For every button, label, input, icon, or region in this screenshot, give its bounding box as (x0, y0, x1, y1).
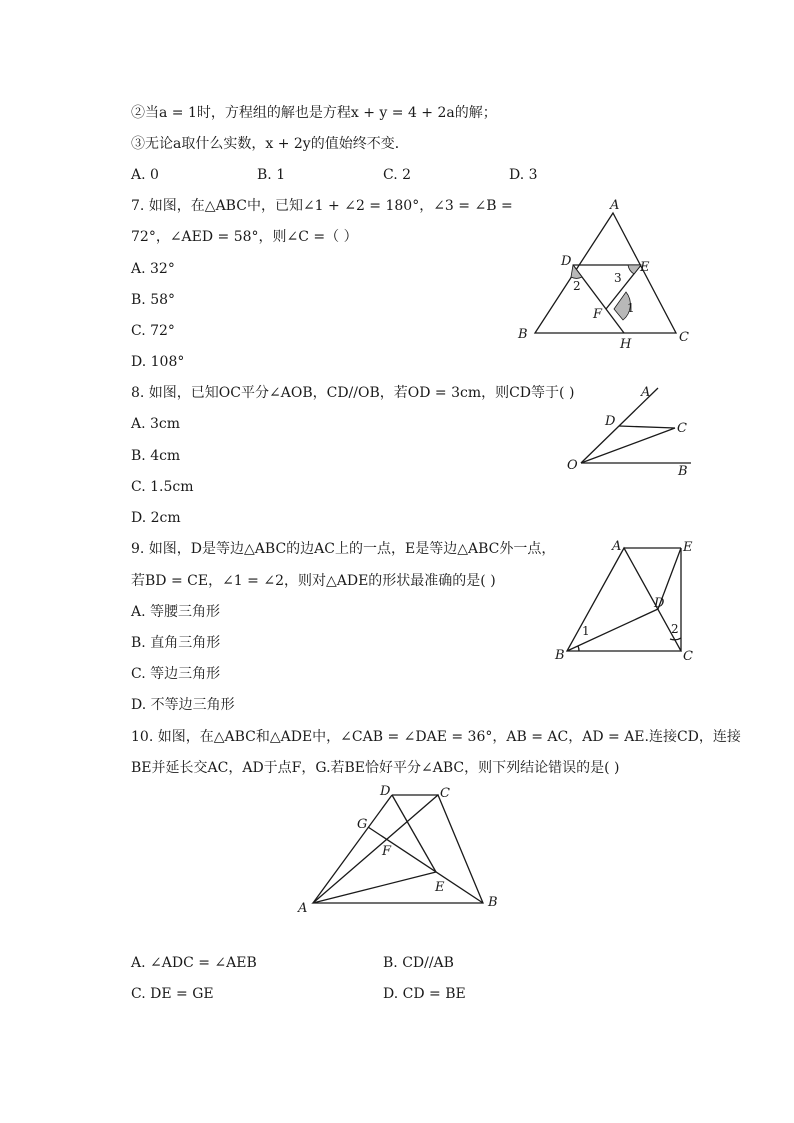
q7-option-a: A. 32° (131, 261, 175, 277)
q10-option-d: D. CD = BE (383, 986, 466, 1002)
q6-option-d: D. 3 (509, 167, 538, 183)
q8-option-b: B. 4cm (131, 448, 181, 464)
q9-label-b: B (555, 648, 565, 663)
q6-option-c: C. 2 (383, 167, 412, 183)
q7-label-angle-3: 3 (614, 271, 622, 285)
q7-label-angle-2: 2 (573, 279, 581, 293)
q9-stem-line-2: 若BD = CE，∠1 = ∠2，则对△ADE的形状最准确的是( ) (131, 573, 496, 589)
q10-option-a: A. ∠ADC = ∠AEB (131, 955, 257, 971)
q9-label-c: C (683, 649, 693, 664)
q10-label-c: C (440, 786, 450, 801)
q10-label-e: E (435, 880, 445, 895)
q6-option-b: B. 1 (257, 167, 286, 183)
q10-figure (290, 780, 510, 920)
q7-label-c: C (679, 330, 689, 345)
q6-statement-2: ②当a = 1时，方程组的解也是方程x + y = 4 + 2a的解； (131, 105, 497, 121)
q9-label-a: A (612, 539, 622, 554)
q10-label-a: A (298, 901, 308, 916)
q9-label-angle-2: 2 (671, 622, 679, 636)
q7-option-c: C. 72° (131, 323, 175, 339)
q7-label-f: F (593, 307, 603, 322)
q10-label-b: B (488, 895, 498, 910)
q8-label-c: C (677, 421, 687, 436)
q10-label-d: D (380, 784, 391, 799)
q7-option-d: D. 108° (131, 354, 185, 370)
q9-angle-2-mark (670, 638, 681, 640)
q8-label-d: D (605, 414, 616, 429)
q9-option-c: C. 等边三角形 (131, 666, 221, 682)
q9-angle-1-mark (578, 646, 579, 651)
q10-label-g: G (357, 817, 368, 832)
q7-label-b: B (518, 327, 528, 342)
q9-label-e: E (683, 540, 693, 555)
q7-label-angle-1: 1 (627, 301, 635, 315)
q7-label-h: H (620, 337, 632, 352)
q6-option-a: A. 0 (131, 167, 159, 183)
q9-segment-bd (567, 609, 658, 651)
q7-label-a: A (610, 198, 620, 213)
q10-stem-line-1: 10. 如图，在△ABC和△ADE中，∠CAB = ∠DAE = 36°，AB = AC，AD = AE.连接CD，连接 (131, 729, 741, 745)
q10-label-f: F (382, 844, 392, 859)
q7-label-e: E (640, 260, 650, 275)
q9-label-d: D (654, 596, 665, 611)
q10-option-b: B. CD//AB (383, 955, 454, 971)
q8-figure (560, 380, 700, 480)
q10-segment-de (392, 795, 436, 872)
q7-stem-line-1: 7. 如图，在△ABC中，已知∠1 + ∠2 = 180°，∠3 = ∠B = (131, 198, 513, 214)
q10-segment-bg (368, 827, 483, 903)
q9-figure (550, 535, 700, 665)
q8-option-a: A. 3cm (131, 416, 181, 432)
q7-figure (510, 196, 710, 356)
q8-label-o: O (567, 458, 578, 473)
q6-statement-3: ③无论a取什么实数，x + 2y的值始终不变． (131, 136, 409, 152)
q8-stem-line-1: 8. 如图，已知OC平分∠AOB，CD//OB，若OD = 3cm，则CD等于( ) (131, 385, 575, 401)
q8-label-a: A (641, 385, 651, 400)
q9-stem-line-1: 9. 如图，D是等边△ABC的边AC上的一点，E是等边△ABC外一点， (131, 541, 556, 557)
q10-segment-ad (313, 795, 392, 903)
q8-segment-cd (619, 426, 675, 428)
q7-label-d: D (561, 254, 572, 269)
q8-ray-oc (581, 428, 675, 463)
q9-option-a: A. 等腰三角形 (131, 604, 221, 620)
q9-label-angle-1: 1 (582, 624, 590, 638)
q8-option-d: D. 2cm (131, 510, 181, 526)
q8-label-b: B (678, 464, 688, 479)
q10-stem-line-2: BE并延长交AC，AD于点F，G.若BE恰好平分∠ABC，则下列结论错误的是( ) (131, 760, 620, 776)
q7-angle-2-mark (571, 265, 582, 278)
q10-option-c: C. DE = GE (131, 986, 214, 1002)
q7-triangle-abc (535, 213, 676, 333)
q9-option-d: D. 不等边三角形 (131, 697, 235, 713)
q7-option-b: B. 58° (131, 292, 176, 308)
q8-option-c: C. 1.5cm (131, 479, 194, 495)
q9-option-b: B. 直角三角形 (131, 635, 221, 651)
q7-stem-line-2: 72°，∠AED = 58°，则∠C =（ ） (131, 229, 358, 245)
